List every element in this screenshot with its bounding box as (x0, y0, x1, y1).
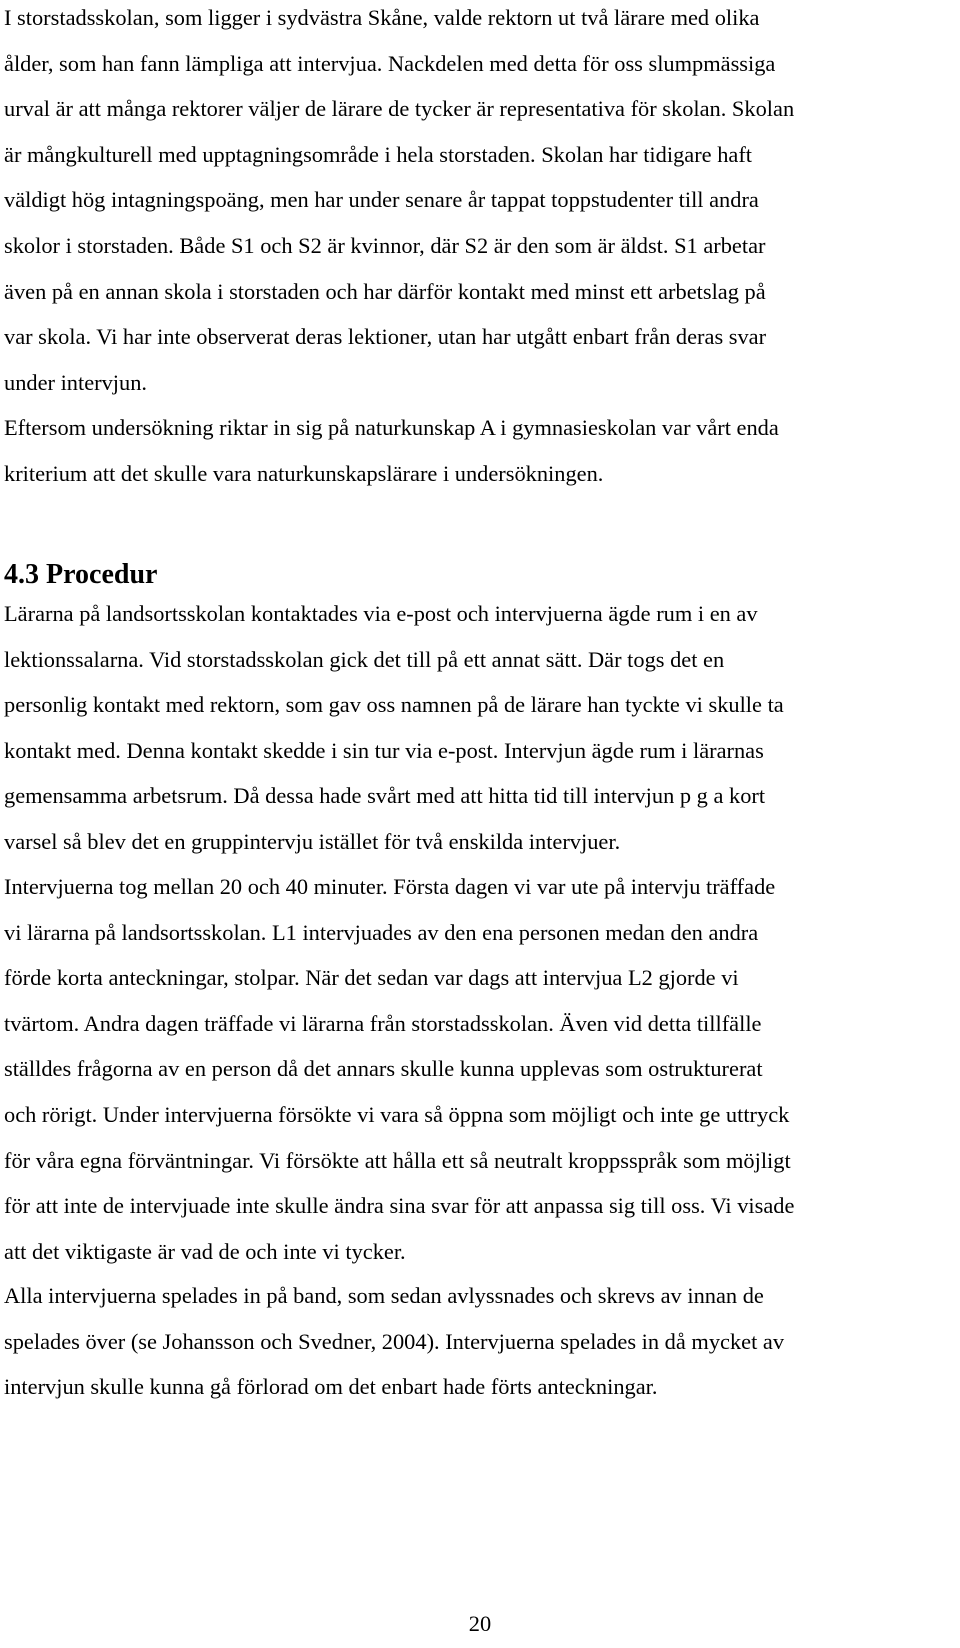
body-paragraph-selection-criterion: Eftersom undersökning riktar in sig på naturkunskap A i gymnasieskolan var vårt enda kriterium att det skulle vara naturkunskapslärare i undersökningen. (4, 415, 779, 486)
body-paragraph-recording: Alla intervjuerna spelades in på band, som sedan avlyssnades och skrevs av innan de spelades över (se Johansson och Svedner, 2004). Intervjuerna spelades in då mycket av intervjun skulle kunna gå förlorad om det enbart hade förts anteckningar. (4, 1283, 785, 1400)
body-paragraph-contact-procedure: Lärarna på landsortsskolan kontaktades via e-post och intervjuerna ägde rum i en av lektionssalarna. Vid storstadsskolan gick det till på ett annat sätt. Där togs det en personlig kontakt med rektorn, som gav oss namnen på de lärare han tyckte vi skulle ta kontakt med. Denna kontakt skedde i sin tur via e-post. Intervjun ägde rum i lärarnas gemensamma arbetsrum. Då dessa hade svårt med att hitta tid till intervjun p g a kort varsel så blev det en gruppintervju istället för två enskilda intervjuer. (4, 601, 784, 854)
body-paragraph-school-description: I storstadsskolan, som ligger i sydvästra Skåne, valde rektorn ut två lärare med olika ålder, som han fann lämpliga att intervjua. Nackdelen med detta för oss slumpmässiga urval är att många rektorer väljer de lärare de tycker är representativa för skolan. Skolan är mångkulturell med upptagningsområde i hela storstaden. Skolan har tidigare haft väldigt hög intagningspoäng, men har under senare år tappat toppstudenter till andra skolor i storstaden. Både S1 och S2 är kvinnor, där S2 är den som är äldst. S1 arbetar även på en annan skola i storstaden och har därför kontakt med minst ett arbetslag på var skola. Vi har inte observerat deras lektioner, utan har utgått enbart från deras svar under intervjun. (4, 5, 795, 395)
section-heading: 4.3 Procedur (4, 559, 158, 590)
page-number: 20 (468, 1611, 492, 1636)
body-paragraph-interview-procedure: Intervjuerna tog mellan 20 och 40 minuter. Första dagen vi var ute på intervju träffade vi lärarna på landsortsskolan. L1 intervjuades av den ena personen medan den andra förde korta anteckningar, stolpar. När det sedan var dags att intervjua L2 gjorde vi tvärtom. Andra dagen träffade vi lärarna från storstadsskolan. Även vid detta tillfälle ställdes frågorna av en person då det annars skulle kunna upplevas som ostrukturerat och rörigt. Under intervjuerna försökte vi vara så öppna som möjligt och inte ge uttryck för våra egna förväntningar. Vi försökte att hålla ett så neutralt kroppsspråk som möjligt för att inte de intervjuade inte skulle ändra sina svar för att anpassa sig till oss. Vi visade att det viktigaste är vad de och inte vi tycker. (4, 874, 795, 1264)
